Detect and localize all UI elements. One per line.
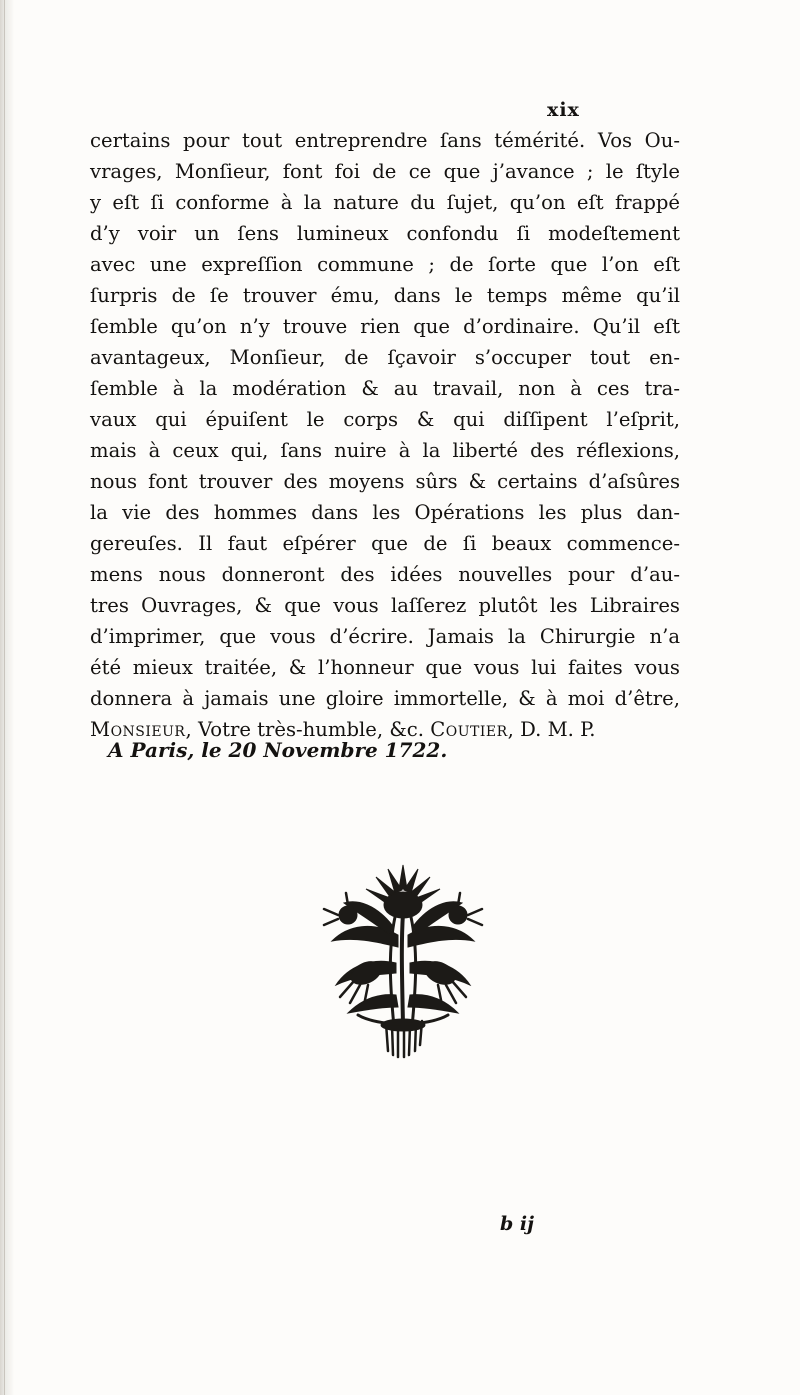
text-line: ſemble qu’on n’y trouve rien que d’ordinaire. Qu’il eſt	[90, 315, 680, 338]
page-edge-line	[4, 0, 5, 1395]
salutation: Monsieur	[90, 718, 186, 741]
text-line: avec une expreſſion commune ; de ſorte que l’on eſt	[90, 253, 680, 276]
text-line: été mieux traitée, & l’honneur que vous lui faites vous	[90, 656, 680, 679]
text-line: certains pour tout entreprendre ſans témérité. Vos Ou-	[90, 129, 680, 152]
text-line: y eſt ſi conforme à la nature du ſujet, qu’on eſt frappé	[90, 191, 680, 214]
text-line: la vie des hommes dans les Opérations les plus dan-	[90, 501, 680, 524]
text-line: tres Ouvrages, & que vous laſſerez plutôt les Libraires	[90, 594, 680, 617]
text-line: avantageux, Monſieur, de ſçavoir s’occuper tout en-	[90, 346, 680, 369]
text-line: donnera à jamais une gloire immortelle, & à moi d’être,	[90, 687, 680, 710]
text-line: gereuſes. Il faut eſpérer que de ſi beaux commence-	[90, 532, 680, 555]
text-line: ſurpris de ſe trouver ému, dans le temps même qu’il	[90, 284, 680, 307]
text-line: mais à ceux qui, ſans nuire à la liberté des réflexions,	[90, 439, 680, 462]
author-title: , D. M. P.	[507, 718, 596, 741]
floral-vignette-icon	[318, 855, 488, 1060]
page-number: xix	[547, 99, 580, 121]
text-line: d’y voir un ſens lumineux confondu ſi modeſtement	[90, 222, 680, 245]
text-line: d’imprimer, que vous d’écrire. Jamais la Chirurgie n’a	[90, 625, 680, 648]
text-line: nous font trouver des moyens sûrs & certains d’aſsûres	[90, 470, 680, 493]
letter-body	[90, 125, 680, 745]
closing: , Votre très-humble, &c.	[185, 718, 424, 741]
text-line: mens nous donneront des idées nouvelles pour d’au-	[90, 563, 680, 586]
text-line: vaux qui épuiſent le corps & qui diſſipent l’eſprit,	[90, 408, 680, 431]
text-line: ſemble à la modération & au travail, non à ces tra-	[90, 377, 680, 400]
page-gutter-shadow	[0, 0, 14, 1395]
text-line: vrages, Monſieur, font foi de ce que j’avance ; le ſtyle	[90, 160, 680, 183]
author-name: Coutier	[430, 718, 508, 741]
signature-mark: b ij	[500, 1213, 534, 1235]
dateline: A Paris, le 20 Novembre 1722.	[108, 738, 448, 762]
